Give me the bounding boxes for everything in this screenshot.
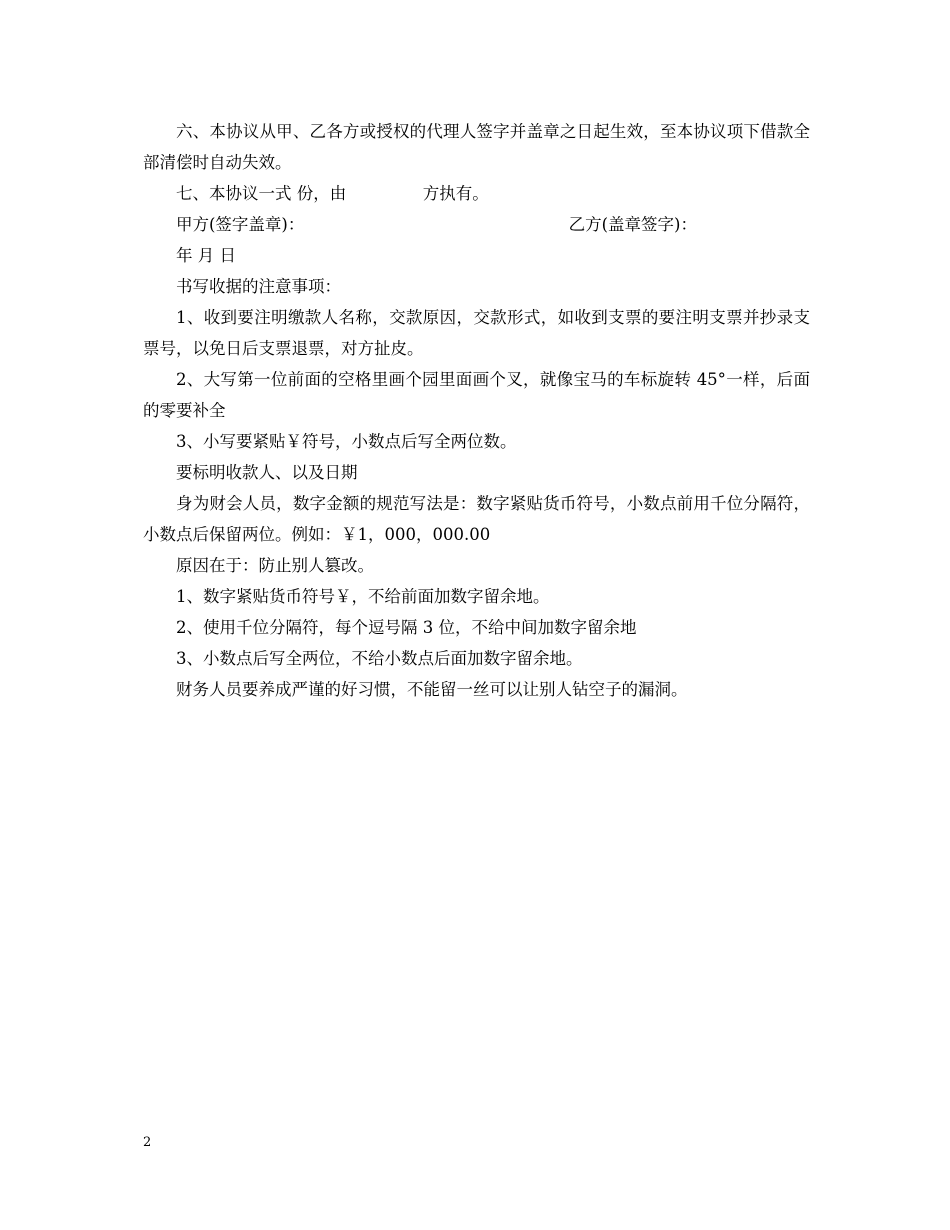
party-a-signature-label: 甲方(签字盖章)：: [176, 215, 305, 234]
page-number: 2: [143, 1135, 152, 1150]
paragraph-reason-2: 2、使用千位分隔符，每个逗号隔 3 位，不给中间加数字留余地: [176, 618, 637, 637]
paragraph-reason: 原因在于：防止别人篡改。: [176, 556, 374, 575]
paragraph-receipt-notes-heading: 书写收据的注意事项：: [176, 277, 341, 296]
paragraph-closing: 财务人员要养成严谨的好习惯，不能留一丝可以让别人钻空子的漏洞。: [176, 680, 688, 699]
party-b-signature-label: 乙方(盖章签字)：: [568, 215, 697, 234]
paragraph-reason-1: 1、数字紧贴货币符号￥，不给前面加数字留余地。: [176, 587, 550, 606]
paragraph-amount-format: 身为财会人员，数字金额的规范写法是：数字紧贴货币符号，小数点前用千位分隔符，小数点后保留两位。例如：￥1，000，000.00: [143, 494, 810, 544]
signature-row: [143, 209, 810, 240]
paragraph-note-3: 3、小写要紧贴￥符号，小数点后写全两位数。: [176, 432, 517, 451]
paragraph-clause-6: 六、本协议从甲、乙各方或授权的代理人签字并盖章之日起生效，至本协议项下借款全部清偿时自动失效。: [143, 122, 810, 172]
paragraph-note-1: 1、收到要注明缴款人名称，交款原因，交款形式，如收到支票的要注明支票并抄录支票号，以免日后支票退票，对方扯皮。: [143, 308, 810, 358]
paragraph-date: 年 月 日: [176, 246, 236, 265]
document-body: [143, 116, 810, 705]
paragraph-payee-date: 要标明收款人、以及日期: [176, 463, 358, 482]
paragraph-clause-7: 七、本协议一式 份，由 方执有。: [176, 184, 489, 203]
paragraph-note-2: 2、大写第一位前面的空格里画个园里面画个叉，就像宝马的车标旋转 45°一样，后面的零要补全: [143, 370, 810, 420]
paragraph-reason-3: 3、小数点后写全两位，不给小数点后面加数字留余地。: [176, 649, 583, 668]
